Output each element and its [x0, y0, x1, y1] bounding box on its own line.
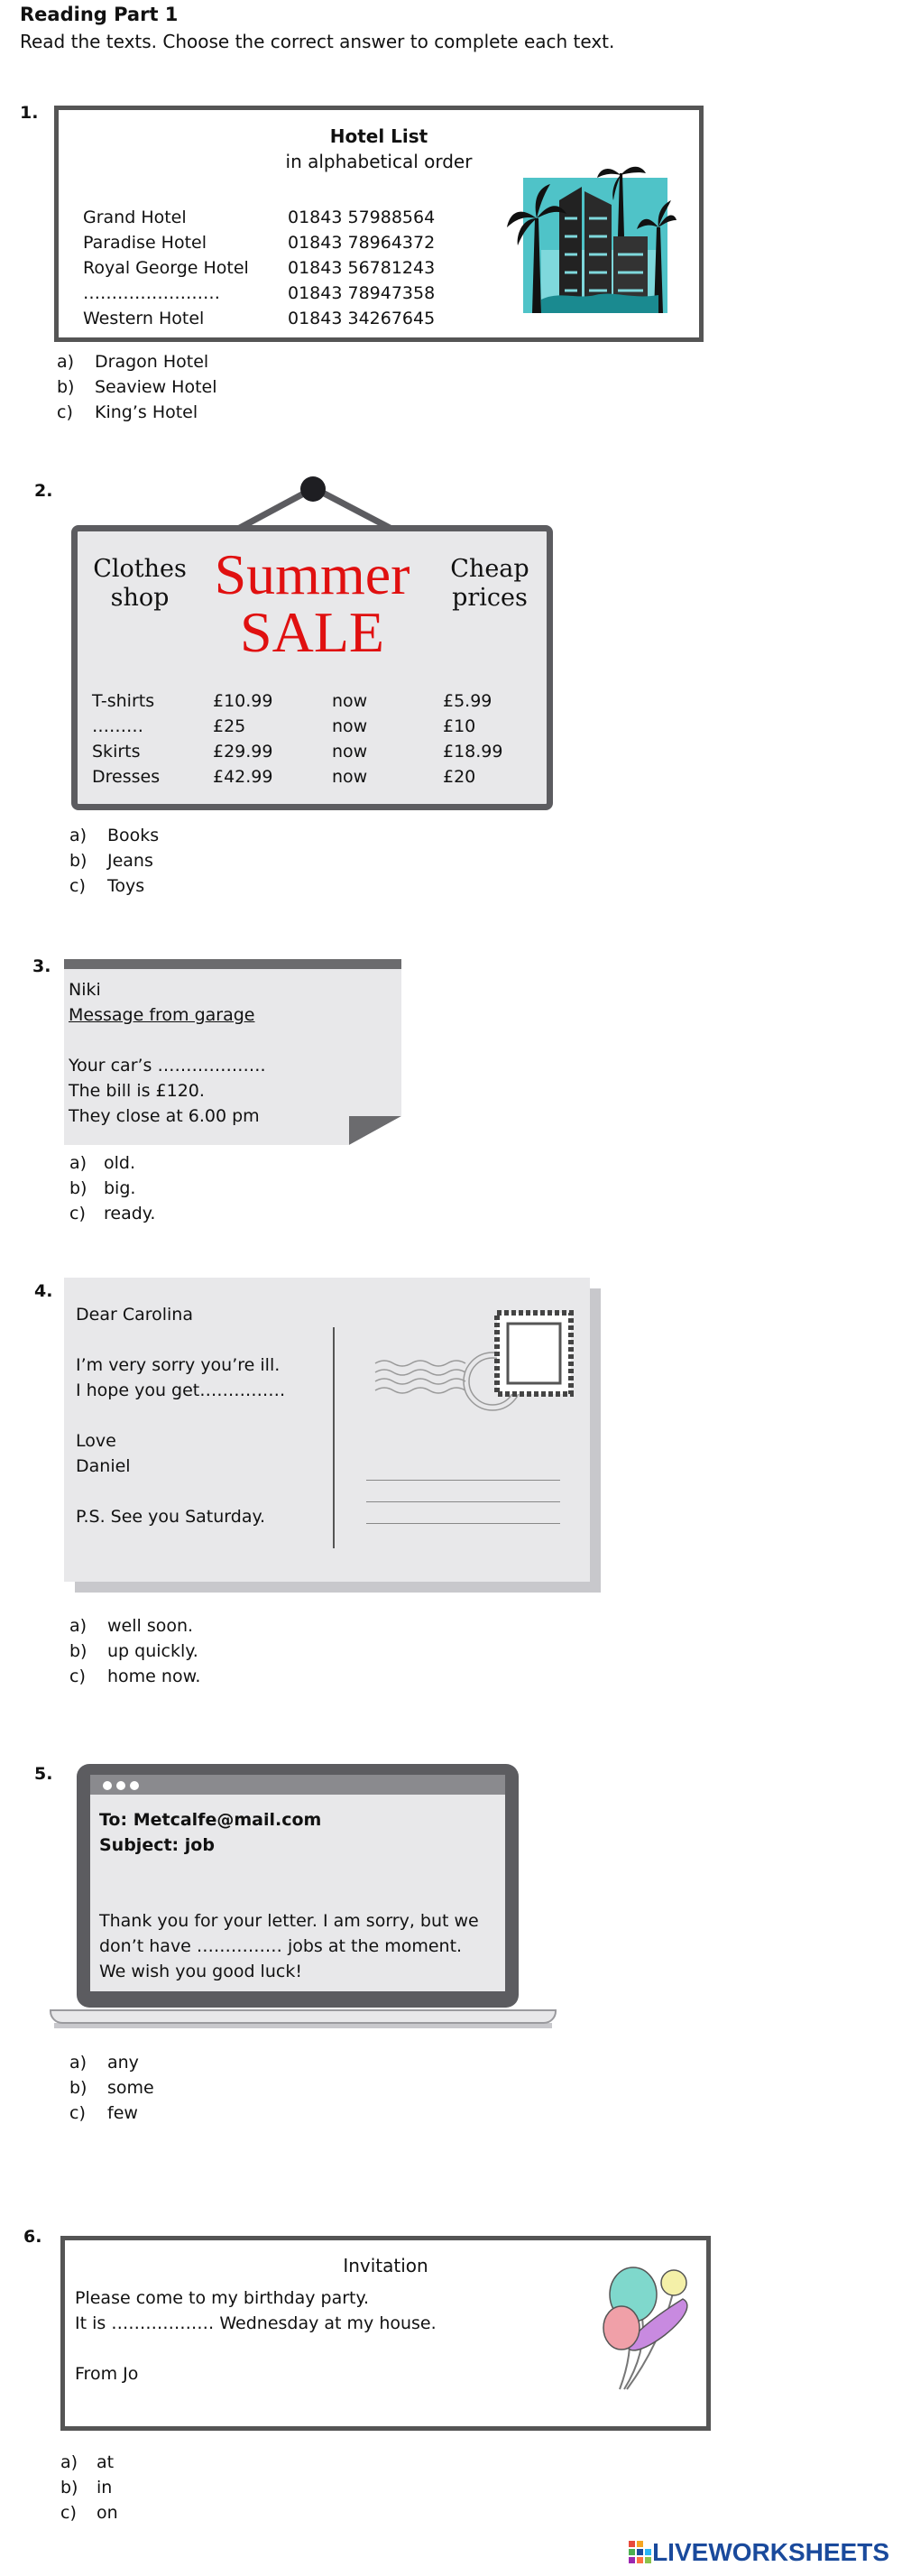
- option-a[interactable]: [69, 1150, 155, 1176]
- option-letter: c): [69, 876, 86, 896]
- option-letter: a): [69, 826, 87, 845]
- new-price: £20: [443, 767, 476, 787]
- option-letter: c): [69, 2103, 86, 2123]
- table-row: [92, 688, 502, 714]
- option-letter: a): [69, 1616, 87, 1636]
- hotel-name: Paradise Hotel: [83, 233, 207, 253]
- table-row: [83, 230, 435, 255]
- email-body: [99, 1807, 479, 1984]
- hotel-phone: 01843 78947358: [288, 283, 436, 303]
- option-letter: c): [69, 1667, 86, 1686]
- options-q1: [57, 349, 217, 425]
- hotel-name: Royal George Hotel: [83, 258, 249, 278]
- page-curl-icon: [349, 1116, 401, 1145]
- table-row: [83, 281, 435, 306]
- note-subject: Message from garage: [69, 1005, 255, 1025]
- hotel-list-subheading: in alphabetical order: [285, 151, 473, 172]
- option-letter: b): [60, 2478, 78, 2498]
- table-row: [83, 205, 435, 230]
- item-name-blank: ………: [92, 716, 143, 736]
- option-c[interactable]: [69, 1664, 200, 1689]
- option-c[interactable]: [69, 873, 159, 899]
- question-number: 4.: [34, 1281, 53, 1301]
- option-a[interactable]: [57, 349, 217, 374]
- invitation-heading: Invitation: [343, 2255, 428, 2276]
- option-text: on: [97, 2503, 118, 2523]
- garage-note: [64, 959, 401, 1145]
- email-line: don’t have …………… jobs at the moment.: [99, 1936, 463, 1956]
- option-text: few: [107, 2103, 138, 2123]
- postcard-signature: Daniel: [76, 1456, 131, 1476]
- sign-left-line: shop: [110, 584, 170, 612]
- option-letter: a): [69, 1153, 87, 1173]
- option-letter: c): [60, 2503, 77, 2523]
- option-text: home now.: [107, 1667, 201, 1686]
- option-c[interactable]: [69, 2101, 154, 2126]
- option-c[interactable]: [69, 1201, 155, 1226]
- laptop-screen: [90, 1775, 505, 1991]
- option-letter: a): [69, 2053, 87, 2073]
- postcard-line: I hope you get……………: [76, 1380, 286, 1400]
- hotel-phone: 01843 34267645: [288, 309, 436, 328]
- postcard-line: I’m very sorry you’re ill.: [76, 1355, 281, 1375]
- question-number: 1.: [20, 103, 39, 123]
- option-letter: b): [69, 2078, 87, 2098]
- old-price: £25: [213, 716, 246, 736]
- invitation-body: [75, 2285, 437, 2387]
- hotel-name-blank: ……………………: [83, 283, 220, 303]
- hotel-phone: 01843 56781243: [288, 258, 436, 278]
- table-row: [92, 739, 502, 764]
- sign-left-heading: [90, 555, 189, 613]
- table-row: [92, 714, 502, 739]
- option-text: Dragon Hotel: [95, 352, 209, 372]
- options-q6: [60, 2450, 118, 2525]
- option-letter: c): [57, 402, 73, 422]
- now-label: now: [332, 691, 368, 711]
- logo-text: LIVEWORKSHEETS: [652, 2538, 889, 2566]
- page-title: Reading Part 1: [20, 4, 179, 25]
- now-label: now: [332, 716, 368, 736]
- hotel-list-card: [54, 106, 704, 342]
- note-body: [69, 977, 266, 1129]
- hotel-name: Grand Hotel: [83, 208, 187, 227]
- balloons-icon: [593, 2263, 696, 2394]
- note-top-bar: [64, 959, 401, 969]
- option-b[interactable]: [69, 1176, 155, 1201]
- new-price: £5.99: [443, 691, 492, 711]
- option-c[interactable]: [57, 400, 217, 425]
- option-text: some: [107, 2078, 154, 2098]
- new-price: £10: [443, 716, 476, 736]
- invitation-line: Please come to my birthday party.: [75, 2288, 370, 2308]
- liveworksheets-logo[interactable]: [629, 2538, 889, 2567]
- new-price: £18.99: [443, 742, 503, 762]
- table-row: [83, 306, 435, 331]
- option-text: Books: [107, 826, 160, 845]
- option-letter: b): [57, 377, 75, 397]
- hotel-name: Western Hotel: [83, 309, 205, 328]
- sign-right-line: prices: [452, 584, 528, 612]
- option-text: Seaview Hotel: [95, 377, 217, 397]
- sale-banner: [204, 542, 420, 664]
- window-titlebar: [90, 1775, 505, 1795]
- hotel-phone: 01843 78964372: [288, 233, 436, 253]
- hotel-phone: 01843 57988564: [288, 208, 436, 227]
- sale-sign: [71, 525, 553, 810]
- invitation-line: It is ……………… Wednesday at my house.: [75, 2313, 437, 2333]
- item-name: T-shirts: [92, 691, 155, 711]
- hotel-table: [83, 205, 435, 331]
- postcard-divider: [333, 1327, 335, 1548]
- sign-left-line: Clothes: [93, 555, 187, 583]
- option-text: big.: [104, 1178, 136, 1198]
- postcard-ps: P.S. See you Saturday.: [76, 1507, 266, 1527]
- option-letter: a): [60, 2452, 78, 2472]
- old-price: £10.99: [213, 691, 273, 711]
- sale-line-2: SALE: [240, 600, 384, 664]
- email-line: Thank you for your letter. I am sorry, but we: [99, 1911, 479, 1931]
- item-name: Dresses: [92, 767, 161, 787]
- email-to: To: Metcalfe@mail.com: [99, 1810, 322, 1830]
- email-subject: Subject: job: [99, 1835, 215, 1855]
- postcard-closing: Love: [76, 1431, 116, 1451]
- hotel-list-heading: Hotel List: [329, 125, 428, 147]
- now-label: now: [332, 767, 368, 787]
- now-label: now: [332, 742, 368, 762]
- hanging-string-icon: [226, 476, 406, 532]
- option-text: Toys: [107, 876, 145, 896]
- question-number: 6.: [23, 2227, 42, 2247]
- invitation-from: From Jo: [75, 2364, 139, 2384]
- option-text: at: [97, 2452, 115, 2472]
- postcard-message: [76, 1302, 285, 1529]
- invitation-card: [60, 2236, 711, 2431]
- window-dot-icon: [103, 1781, 112, 1790]
- table-row: [92, 764, 502, 789]
- option-b[interactable]: [69, 848, 159, 873]
- note-line: They close at 6.00 pm: [69, 1106, 260, 1126]
- logo-grid-icon: [629, 2541, 652, 2564]
- option-letter: c): [69, 1204, 86, 1223]
- option-text: well soon.: [107, 1616, 194, 1636]
- option-b[interactable]: [69, 2075, 154, 2101]
- window-dot-icon: [116, 1781, 125, 1790]
- option-a[interactable]: [69, 2050, 154, 2075]
- laptop: [77, 1764, 519, 2008]
- option-text: King’s Hotel: [95, 402, 198, 422]
- note-to: Niki: [69, 980, 101, 1000]
- instructions: Read the texts. Choose the correct answer to complete each text.: [20, 31, 615, 52]
- option-text: old.: [104, 1153, 136, 1173]
- question-number: 5.: [34, 1764, 53, 1784]
- option-letter: b): [69, 851, 87, 871]
- option-letter: b): [69, 1178, 87, 1198]
- note-line: The bill is £120.: [69, 1081, 205, 1101]
- address-line: [366, 1501, 560, 1502]
- note-line: Your car’s ……………….: [69, 1056, 266, 1076]
- postcard: [64, 1278, 590, 1582]
- option-a[interactable]: [69, 823, 159, 848]
- option-letter: b): [69, 1641, 87, 1661]
- options-q2: [69, 823, 159, 899]
- postmark-stamp-icon: [371, 1309, 578, 1436]
- old-price: £42.99: [213, 767, 273, 787]
- price-table: [92, 688, 502, 789]
- option-text: any: [107, 2053, 139, 2073]
- address-line: [366, 1480, 560, 1481]
- options-q4: [69, 1613, 200, 1689]
- question-number: 2.: [34, 481, 53, 501]
- window-dot-icon: [130, 1781, 139, 1790]
- laptop-base: [50, 2009, 557, 2024]
- sign-right-heading: [440, 555, 539, 613]
- option-a[interactable]: [69, 1613, 200, 1639]
- option-b[interactable]: [57, 374, 217, 400]
- old-price: £29.99: [213, 742, 273, 762]
- postcard-greeting: Dear Carolina: [76, 1305, 193, 1325]
- option-text: in: [97, 2478, 113, 2498]
- option-text: Jeans: [107, 851, 153, 871]
- option-b[interactable]: [69, 1639, 200, 1664]
- table-row: [83, 255, 435, 281]
- sign-right-line: Cheap: [450, 555, 529, 583]
- option-a[interactable]: [60, 2450, 118, 2475]
- option-text: up quickly.: [107, 1641, 198, 1661]
- sale-line-1: Summer: [214, 542, 410, 606]
- email-line: We wish you good luck!: [99, 1962, 302, 1981]
- options-q3: [69, 1150, 155, 1226]
- question-number: 3.: [32, 956, 51, 976]
- option-text: ready.: [104, 1204, 156, 1223]
- item-name: Skirts: [92, 742, 141, 762]
- option-letter: a): [57, 352, 75, 372]
- option-b[interactable]: [60, 2475, 118, 2500]
- options-q5: [69, 2050, 154, 2126]
- address-line: [366, 1523, 560, 1524]
- option-c[interactable]: [60, 2500, 118, 2525]
- hotel-building-icon: [505, 164, 676, 322]
